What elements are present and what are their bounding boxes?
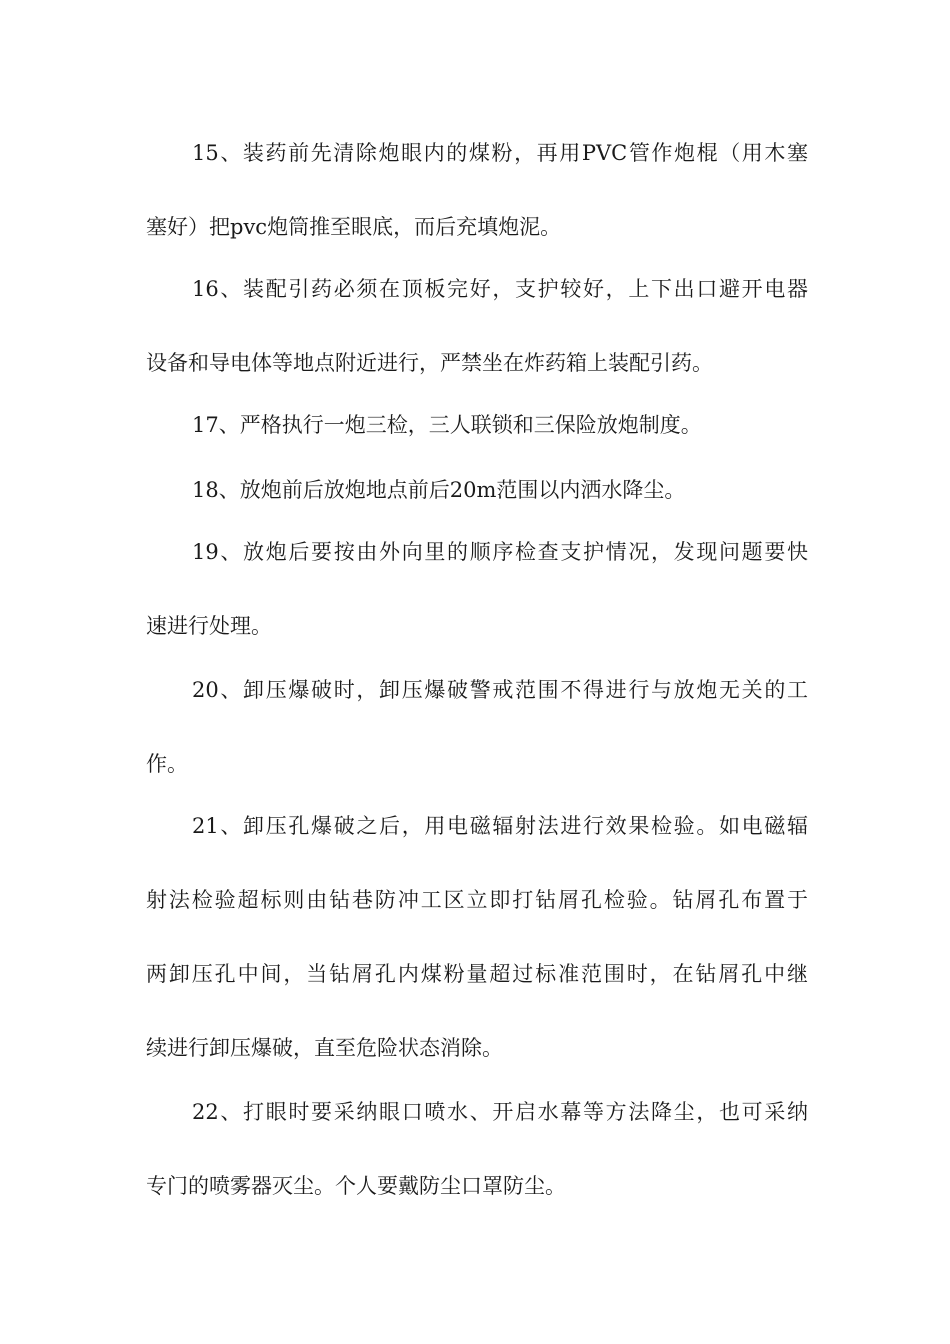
paragraph-15-line-2: 塞好）把pvc炮筒推至眼底，而后充填炮泥。 — [146, 215, 562, 239]
paragraph-22-line-1: 22、打眼时要采纳眼口喷水、开启水幕等方法降尘，也可采纳 — [192, 1100, 808, 1124]
paragraph-19-line-2: 速进行处理。 — [146, 614, 272, 638]
paragraph-21-line-3: 两卸压孔中间，当钻屑孔内煤粉量超过标准范围时，在钻屑孔中继 — [146, 962, 808, 986]
paragraph-16-line-1: 16、装配引药必须在顶板完好，支护较好，上下出口避开电器 — [192, 277, 808, 301]
paragraph-15-line-1: 15、装药前先清除炮眼内的煤粉，再用PVC管作炮棍（用木塞 — [192, 141, 808, 165]
paragraph-19-line-1: 19、放炮后要按由外向里的顺序检查支护情况，发现问题要快 — [192, 540, 808, 564]
paragraph-21-line-1: 21、卸压孔爆破之后，用电磁辐射法进行效果检验。如电磁辐 — [192, 814, 808, 838]
paragraph-17-line-1: 17、严格执行一炮三检，三人联锁和三保险放炮制度。 — [192, 413, 702, 437]
paragraph-16-line-2: 设备和导电体等地点附近进行，严禁坐在炸药箱上装配引药。 — [146, 351, 713, 375]
paragraph-20-line-1: 20、卸压爆破时，卸压爆破警戒范围不得进行与放炮无关的工 — [192, 678, 808, 702]
paragraph-21-line-2: 射法检验超标则由钻巷防冲工区立即打钻屑孔检验。钻屑孔布置于 — [146, 888, 808, 912]
paragraph-20-line-2: 作。 — [146, 752, 188, 776]
paragraph-18-line-1: 18、放炮前后放炮地点前后20m范围以内洒水降尘。 — [192, 478, 686, 502]
paragraph-21-line-4: 续进行卸压爆破，直至危险状态消除。 — [146, 1036, 503, 1060]
paragraph-22-line-2: 专门的喷雾器灭尘。个人要戴防尘口罩防尘。 — [146, 1174, 566, 1198]
